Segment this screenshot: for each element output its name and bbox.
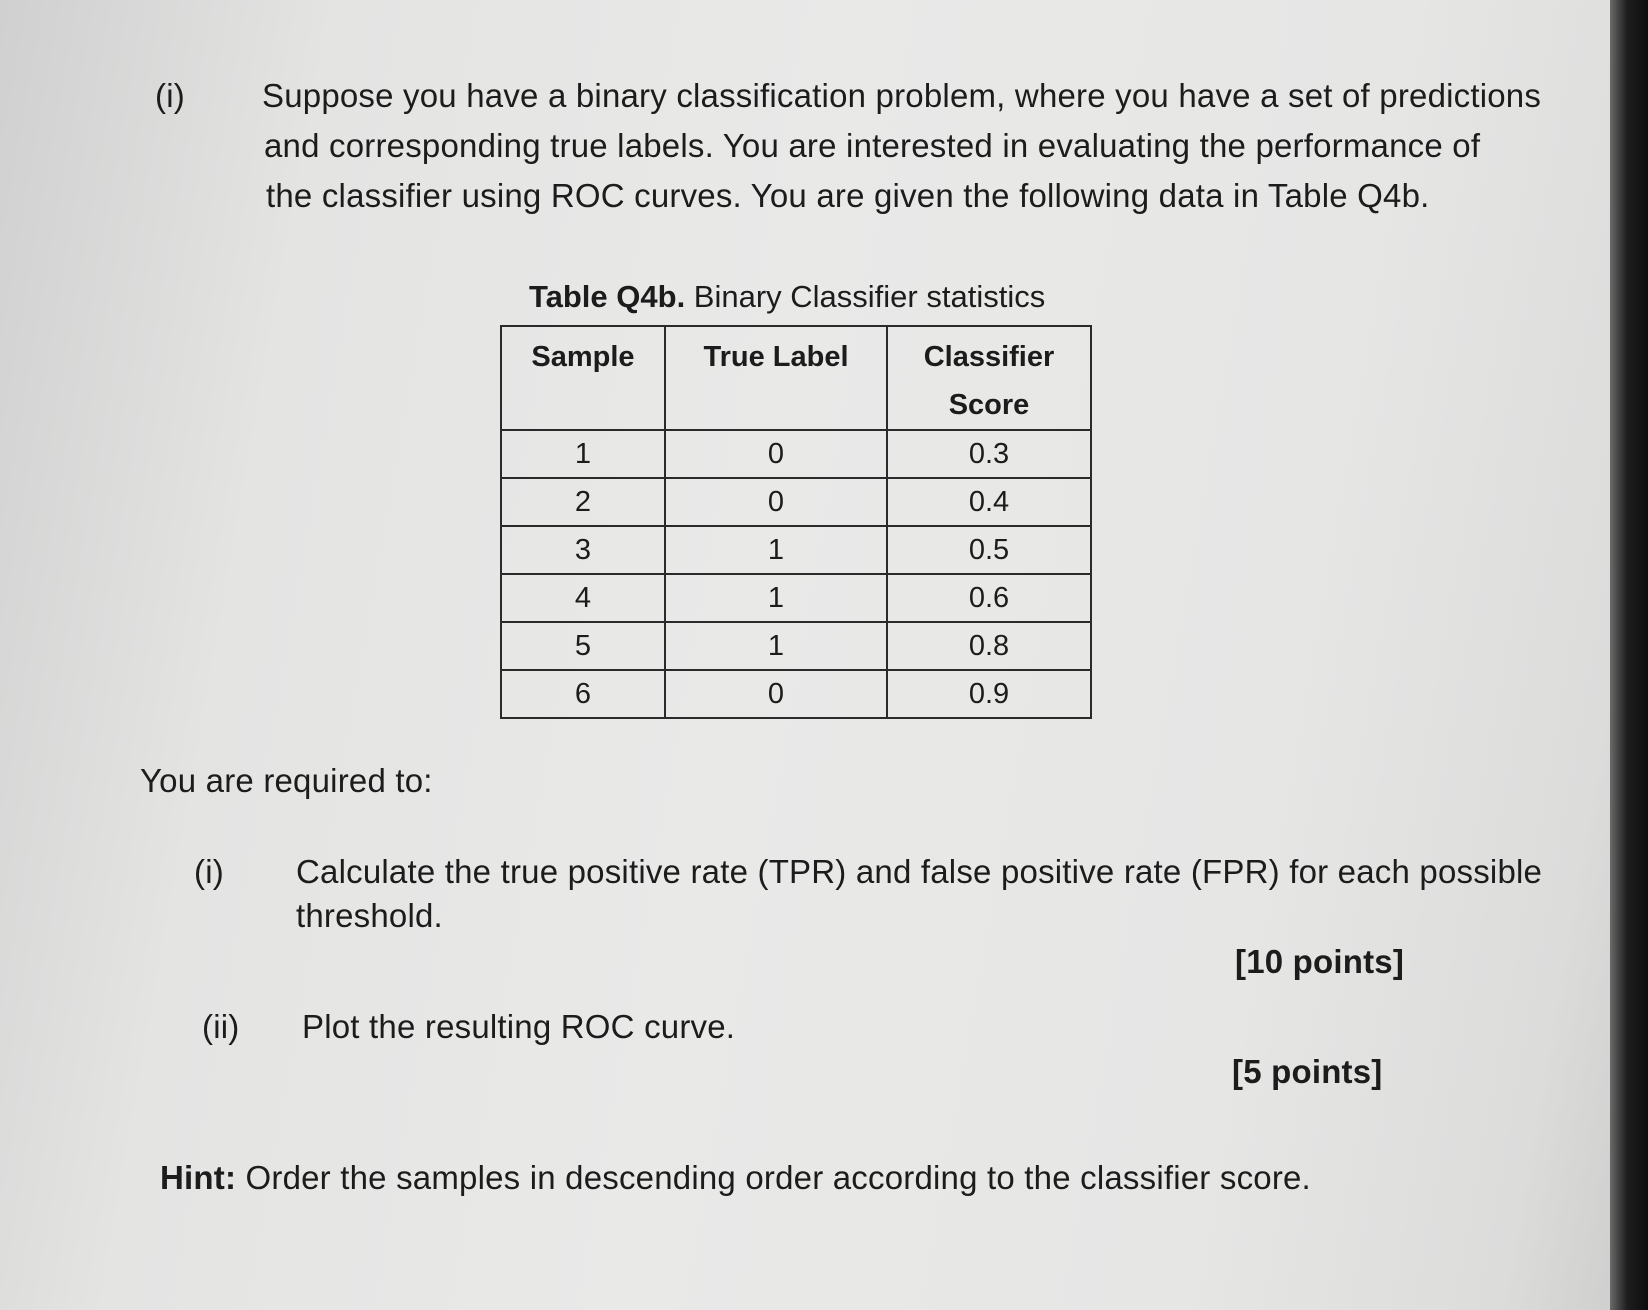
cell-true-label: 1 <box>665 526 887 574</box>
question-line-1: Suppose you have a binary classification problem, where you have a set of predictions <box>262 77 1542 114</box>
item-1-text-line1: Calculate the true positive rate (TPR) and false positive rate (FPR) for each possible <box>296 853 1543 890</box>
cell-sample: 6 <box>501 670 665 718</box>
item-2-text: Plot the resulting ROC curve. <box>302 1008 736 1045</box>
header-classifier-line2: Score <box>948 389 1030 421</box>
classifier-table <box>500 325 1092 719</box>
item-2-points: [5 points] <box>1232 1053 1383 1090</box>
cell-score: 0.5 <box>887 526 1091 574</box>
question-marker: (i) <box>155 77 185 114</box>
table-caption-text: Binary Classifier statistics <box>685 279 1046 314</box>
item-1-text-line2: threshold. <box>296 897 443 934</box>
cell-score: 0.9 <box>887 670 1091 718</box>
header-classifier-line1: Classifier <box>923 341 1055 373</box>
cell-true-label: 1 <box>665 574 887 622</box>
table-row <box>501 430 1091 478</box>
cell-sample: 2 <box>501 478 665 526</box>
item-2-marker: (ii) <box>202 1008 240 1045</box>
question-line-2: and corresponding true labels. You are interested in evaluating the performance of <box>264 127 1481 164</box>
header-true-label: True Label <box>665 326 887 430</box>
table-row <box>501 670 1091 718</box>
cell-sample: 1 <box>501 430 665 478</box>
header-sample: Sample <box>501 326 665 430</box>
cell-score: 0.6 <box>887 574 1091 622</box>
question-line-3: the classifier using ROC curves. You are given the following data in Table Q4b. <box>266 177 1430 214</box>
table-row <box>501 622 1091 670</box>
cell-score: 0.8 <box>887 622 1091 670</box>
cell-sample: 3 <box>501 526 665 574</box>
cell-true-label: 0 <box>665 430 887 478</box>
hint <box>160 1152 1311 1203</box>
table-caption <box>529 279 1045 315</box>
table-caption-label: Table Q4b. <box>529 279 686 314</box>
cell-true-label: 0 <box>665 670 887 718</box>
screen-edge <box>1610 0 1648 1310</box>
item-1-points: [10 points] <box>1235 943 1405 980</box>
header-classifier-score <box>887 326 1091 430</box>
table-header-row <box>501 326 1091 430</box>
table-row <box>501 526 1091 574</box>
cell-true-label: 0 <box>665 478 887 526</box>
cell-true-label: 1 <box>665 622 887 670</box>
cell-score: 0.3 <box>887 430 1091 478</box>
table-row <box>501 574 1091 622</box>
cell-sample: 4 <box>501 574 665 622</box>
item-1-marker: (i) <box>194 853 224 890</box>
hint-text: Order the samples in descending order according to the classifier score. <box>236 1159 1311 1196</box>
cell-sample: 5 <box>501 622 665 670</box>
hint-label: Hint: <box>160 1159 237 1196</box>
required-intro: You are required to: <box>140 762 433 799</box>
table-row <box>501 478 1091 526</box>
cell-score: 0.4 <box>887 478 1091 526</box>
